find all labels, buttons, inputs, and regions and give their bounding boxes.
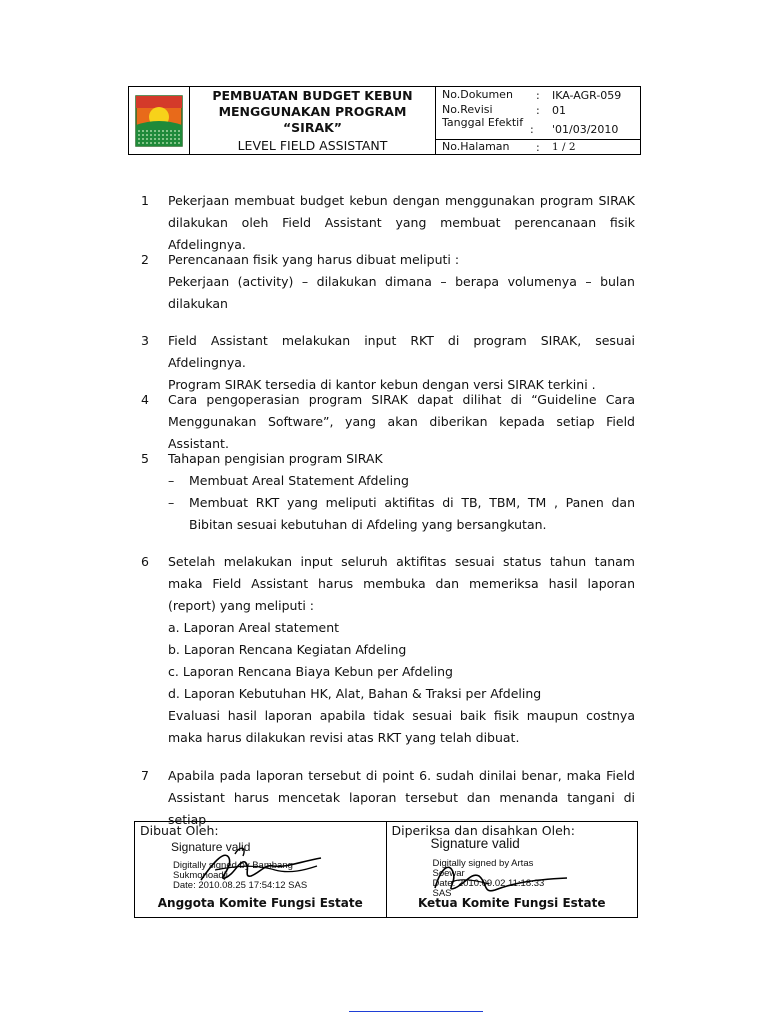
bullet-text: Membuat Areal Statement Afdeling — [189, 473, 409, 488]
item-text: Perencanaan fisik yang harus dibuat meliputi : — [168, 252, 460, 267]
meta-row-dokumen: No.Dokumen : IKA-AGR-059 — [442, 89, 636, 102]
meta-value: 01 — [552, 104, 566, 117]
item-text-continued: Pekerjaan (activity) – dilakukan dimana – berapa volumenya – bulan dilakukan — [168, 274, 635, 311]
signature-date: Date: 2010.08.25 17:54:12 SAS — [173, 880, 308, 891]
signature-table — [134, 821, 638, 918]
signature-signer-cont: Sukmonoadji — [173, 870, 228, 881]
bullet-dash: – — [168, 495, 175, 510]
report-list-item: d. Laporan Kebutuhan HK, Alat, Bahan & Traksi per Afdeling — [168, 686, 542, 701]
signature-cell-approver — [386, 822, 638, 917]
document-title-block — [190, 87, 436, 154]
item-text: Setelah melakukan input seluruh aktifitas sesuai status tahun tanam maka Field Assistant harus membuka dan memeriksa hasil laporan (report) yang meliputi : — [168, 554, 635, 613]
bullet-item — [168, 492, 635, 536]
meta-row-revisi: No.Revisi : 01 — [442, 104, 636, 117]
document-header — [128, 86, 641, 155]
item-text: Pekerjaan membuat budget kebun dengan menggunakan program SIRAK dilakukan oleh Field Assistant yang membuat perencanaan fisik Afdelingnya. — [168, 193, 635, 252]
signature-date: Date: 2010.09.02 11:18:33 — [432, 878, 545, 889]
meta-row-halaman: No.Halaman : 1 / 2 — [442, 141, 636, 154]
bullet-list — [168, 470, 635, 536]
document-title-line1: PEMBUATAN BUDGET KEBUN — [212, 87, 413, 103]
item-number: 1 — [141, 193, 149, 208]
item-number: 6 — [141, 554, 149, 569]
meta-label: No.Revisi — [442, 103, 493, 116]
item-text: Apabila pada laporan tersebut di point 6. sudah dinilai benar, maka Field Assistant harus mencetak laporan tersebut dan menanda tangani di setiap — [168, 768, 635, 827]
item-number: 3 — [141, 333, 149, 348]
signature-valid-label[interactable]: Signature valid — [430, 836, 520, 851]
item-number: 4 — [141, 392, 149, 407]
item-text: Tahapan pengisian program SIRAK — [168, 451, 383, 466]
list-item — [141, 190, 635, 256]
signature-heading: Diperiksa dan disahkan Oleh: — [391, 823, 575, 838]
bullet-item — [168, 470, 635, 492]
document-title-line2: MENGGUNAKAN PROGRAM — [218, 103, 407, 119]
document-level: LEVEL FIELD ASSISTANT — [237, 137, 388, 153]
meta-label: No.Halaman — [442, 140, 510, 153]
item-number: 7 — [141, 768, 149, 783]
bullet-text: Membuat RKT yang meliputi aktifitas di TB, TBM, TM , Panen dan Bibitan sesuai kebutuhan di Afdeling yang bersangkutan. — [189, 495, 635, 532]
handwritten-signature-icon — [195, 840, 325, 892]
list-item — [141, 249, 635, 315]
signature-heading: Dibuat Oleh: — [140, 823, 219, 838]
company-logo — [129, 87, 190, 154]
report-list-item: a. Laporan Areal statement — [168, 620, 340, 635]
signature-signer-cont: Soewar — [432, 868, 465, 879]
report-list-item: c. Laporan Rencana Biaya Kebun per Afdeling — [168, 664, 453, 679]
signature-role: Anggota Komite Fungsi Estate — [157, 896, 363, 910]
item-number: 5 — [141, 451, 149, 466]
meta-label: No.Dokumen — [442, 88, 513, 101]
signature-role: Ketua Komite Fungsi Estate — [417, 896, 606, 910]
document-title-line3: “SIRAK” — [282, 119, 343, 135]
item-text: Field Assistant melakukan input RKT di program SIRAK, sesuai Afdelingnya. — [168, 333, 635, 370]
report-list-item: b. Laporan Rencana Kegiatan Afdeling — [168, 642, 407, 657]
signature-cell-maker — [135, 822, 386, 917]
meta-row-tanggal: Tanggal Efektif : '01/03/2010 — [442, 117, 636, 136]
signature-valid-label[interactable]: Signature valid — [171, 840, 251, 854]
item-text-continued: Program SIRAK tersedia di kantor kebun dengan versi SIRAK terkini . — [168, 377, 596, 392]
item-number: 2 — [141, 252, 149, 267]
signature-signer: Digitally signed by Bambang — [173, 860, 293, 871]
handwritten-signature-icon — [431, 858, 571, 900]
list-item — [141, 330, 635, 396]
meta-value: '01/03/2010 — [552, 123, 619, 136]
logo-icon — [135, 95, 183, 147]
signature-signer: Digitally signed by Artas — [432, 858, 534, 869]
bullet-dash: – — [168, 473, 175, 488]
signature-date-cont: SAS — [432, 888, 452, 899]
list-item — [141, 551, 635, 749]
item-text-continued: Evaluasi hasil laporan apabila tidak sesuai baik fisik maupun costnya maka harus dilakukan revisi atas RKT yang telah dibuat. — [168, 708, 635, 745]
footer-link-underline[interactable] — [349, 1011, 483, 1012]
meta-value: IKA-AGR-059 — [552, 89, 622, 102]
meta-label: Tanggal Efektif — [442, 116, 524, 129]
meta-value: 1 / 2 — [552, 141, 576, 153]
item-text: Cara pengoperasian program SIRAK dapat dilihat di “Guideline Cara Menggunakan Software”, yang akan diberikan kepada setiap Field Assistant. — [168, 392, 635, 451]
document-meta — [436, 87, 640, 154]
list-item — [141, 448, 635, 536]
list-item — [141, 389, 635, 455]
